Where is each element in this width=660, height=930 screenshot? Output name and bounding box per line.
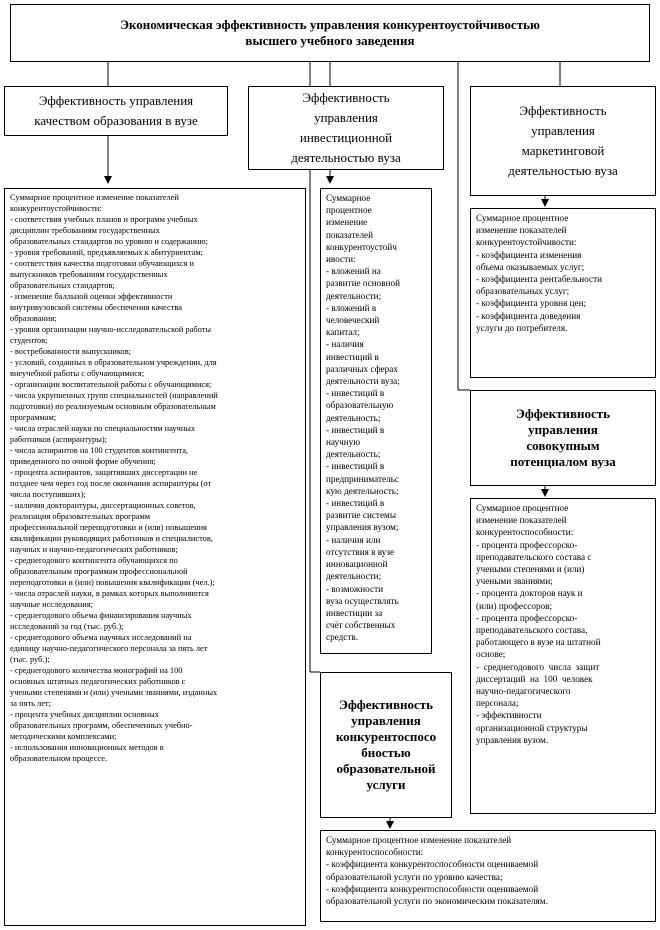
list-line: - возможности bbox=[326, 583, 383, 594]
list-line: научную bbox=[326, 437, 361, 448]
investment-management-header bbox=[248, 86, 444, 170]
list-line: конкурентоустойчивости: bbox=[476, 237, 577, 248]
list-line: научно-педагогического bbox=[476, 686, 571, 697]
list-line: Суммарное процентное изменение показателей bbox=[10, 193, 179, 202]
list-line: различных сферах bbox=[326, 363, 398, 374]
list-line: - инвестиций в bbox=[326, 424, 385, 435]
list-line: за пять лет; bbox=[10, 699, 51, 708]
list-line: преподавательского состава с bbox=[476, 551, 592, 562]
header-line: деятельностью вуза bbox=[508, 163, 618, 178]
list-line: организационной структуры bbox=[476, 722, 588, 733]
list-line: персонала; bbox=[476, 698, 519, 709]
list-line: работающего в вузе на штатной bbox=[476, 637, 601, 648]
list-line: - коэффициента изменения bbox=[476, 249, 582, 260]
list-line: - среднегодового количества монографий на 100 bbox=[10, 666, 183, 675]
list-line: образовательных услуг; bbox=[476, 286, 570, 297]
list-line: методическими комплексами; bbox=[10, 732, 117, 741]
list-line: управления вузом; bbox=[326, 522, 399, 533]
header-line: управления bbox=[314, 110, 378, 125]
list-line: исследований за год (тыс. руб.); bbox=[10, 622, 124, 631]
list-line: - наличия докторантуры, диссертационных советов, bbox=[10, 501, 196, 510]
quality-management-header bbox=[4, 86, 228, 136]
list-line: предпринимательс bbox=[326, 473, 399, 484]
list-line: числа поступивших); bbox=[10, 490, 86, 499]
header-line: инвестиционной bbox=[299, 130, 393, 145]
list-line: приведенного по очной форме обучения; bbox=[10, 457, 156, 466]
marketing-indicators-list bbox=[470, 208, 656, 378]
list-line: конкурентоспособности: bbox=[326, 847, 424, 858]
header-line: Эффективность bbox=[519, 103, 607, 118]
list-line: услуги до потребителя. bbox=[476, 322, 568, 333]
list-line: инвестиции за bbox=[326, 607, 383, 618]
list-line: - вложений в bbox=[326, 302, 377, 313]
list-line: капитал; bbox=[326, 327, 360, 338]
list-line: изменение bbox=[326, 217, 368, 228]
list-line: - соответствия учебных планов и программ учебных bbox=[10, 215, 198, 224]
list-line: - инвестиций в bbox=[326, 461, 385, 472]
list-line: - эффективности bbox=[476, 710, 542, 721]
list-line: образовательных программ, обеспеченных учебно- bbox=[10, 721, 193, 730]
list-line: - числа аспирантов на 100 студентов контингента, bbox=[10, 446, 189, 455]
list-line: средств. bbox=[326, 632, 359, 643]
list-line: ивости: bbox=[326, 254, 356, 265]
list-line: переподготовки и (или) повышения квалификации (чел.); bbox=[10, 578, 215, 587]
list-line: (тыс. руб.); bbox=[10, 655, 50, 664]
title-line-2: высшего учебного заведения bbox=[245, 33, 415, 48]
list-line: программам; bbox=[10, 413, 57, 422]
list-line: диссертаций на 100 человек bbox=[476, 673, 593, 684]
list-line: Суммарное процентное изменение показателей bbox=[326, 835, 512, 845]
header-line: Эффективность bbox=[339, 697, 433, 712]
list-line: научных и научно-педагогических работников; bbox=[10, 545, 178, 554]
list-line: - вложений на bbox=[326, 266, 381, 277]
list-line: - инвестиций в bbox=[326, 498, 385, 509]
list-line: образовательной услуги по экономическим показателям. bbox=[326, 896, 548, 907]
list-line: отсутствия в вузе bbox=[326, 546, 395, 557]
list-line: единицу научно-педагогического персонала за пять лет bbox=[10, 644, 208, 653]
header-line: совокупным bbox=[526, 438, 600, 453]
header-line: управления bbox=[531, 123, 595, 138]
potential-management-header bbox=[470, 390, 656, 486]
header-line: потенциалом вуза bbox=[510, 454, 616, 469]
list-line: студентов; bbox=[10, 336, 48, 345]
list-line: - уровня организации научно-исследовательской работы bbox=[10, 325, 212, 334]
header-line: управления bbox=[528, 422, 598, 437]
list-line: - среднегодового числа защит bbox=[476, 661, 600, 672]
title-line-1: Экономическая эффективность управления конкурентоустойчивостью bbox=[120, 17, 540, 32]
list-line: - использования инновационных методов в bbox=[10, 743, 164, 752]
list-line: преподавательского состава, bbox=[476, 625, 588, 636]
list-line: процентное bbox=[326, 205, 372, 216]
list-line: инвестиций в bbox=[326, 351, 379, 362]
header-line: услуги bbox=[366, 777, 406, 792]
list-line: инновационной bbox=[326, 559, 388, 570]
list-line: счёт собственных bbox=[326, 620, 396, 631]
list-line: конкурентоустойч bbox=[326, 241, 397, 252]
list-line: кую деятельность; bbox=[326, 485, 399, 496]
list-line: внеучебной работы с обучающимися; bbox=[10, 369, 145, 378]
list-line: Суммарное bbox=[326, 193, 371, 203]
header-line: управления bbox=[351, 713, 421, 728]
header-line: маркетинговой bbox=[521, 143, 605, 158]
list-line: - коэффициента уровня цен; bbox=[476, 298, 587, 309]
list-line: развитие системы bbox=[326, 510, 397, 521]
list-line: человеческий bbox=[326, 315, 380, 326]
header-line: деятельностью вуза bbox=[291, 150, 401, 165]
list-line: управления вузом. bbox=[476, 734, 549, 745]
list-line: объема оказываемых услуг; bbox=[476, 261, 585, 272]
list-line: - коэффициента доведения bbox=[476, 310, 581, 321]
header-line: Эффективность bbox=[302, 90, 390, 105]
list-line: - наличия или bbox=[326, 534, 381, 545]
list-line: - коэффициента конкурентоспособности оцениваемой bbox=[326, 883, 539, 894]
list-line: основе; bbox=[476, 649, 506, 660]
list-line: развитие основной bbox=[326, 278, 401, 289]
list-line: реализация образовательных программ bbox=[10, 512, 151, 521]
header-line: образовательной bbox=[336, 761, 436, 776]
list-line: - востребованности выпускников; bbox=[10, 347, 131, 356]
list-line: образовательных стандартов по уровню и содержанию; bbox=[10, 237, 208, 246]
list-line: научные исследования; bbox=[10, 600, 93, 609]
list-line: - числа укрупненных групп специальностей (направлений bbox=[10, 391, 218, 400]
list-line: - соответствия качества подготовки обучающихся и bbox=[10, 259, 195, 268]
list-line: внутривузовской системы обеспечения качества bbox=[10, 303, 182, 312]
list-line: Суммарное процентное bbox=[476, 503, 569, 513]
list-line: показателей bbox=[326, 229, 374, 240]
list-line: подготовки) по реализуемым основным образовательным bbox=[10, 402, 216, 411]
list-line: - среднегодового контингента обучающихся по bbox=[10, 556, 178, 565]
list-line: профессиональной переподготовки и (или) повышения bbox=[10, 523, 207, 532]
list-line: - числа отраслей науки по специальностям научных bbox=[10, 424, 196, 433]
header-line: Эффективность bbox=[516, 406, 610, 421]
list-line: образовательных стандартов; bbox=[10, 281, 115, 290]
list-line: основных штатных педагогических работников с bbox=[10, 677, 186, 686]
list-line: вуза осуществлять bbox=[326, 595, 399, 606]
list-line: - условий, созданных в образовательном учреждении, для bbox=[10, 358, 217, 367]
list-line: - наличия bbox=[326, 339, 364, 350]
list-line: деятельности; bbox=[326, 290, 382, 301]
list-line: изменение показателей bbox=[476, 225, 567, 236]
list-line: учеными званиями; bbox=[476, 576, 553, 587]
list-line: Суммарное процентное bbox=[476, 213, 569, 223]
list-line: образовательную bbox=[326, 400, 394, 411]
list-line: - коэффициента рентабельности bbox=[476, 274, 602, 285]
header-line: конкурентоспосо bbox=[335, 729, 437, 744]
list-line: изменение показателей bbox=[476, 515, 567, 526]
list-line: - числа отраслей науки, в рамках которых выполняются bbox=[10, 589, 209, 598]
header-line: Эффективность управления bbox=[38, 93, 194, 108]
list-line: деятельности; bbox=[326, 571, 382, 582]
list-line: - процента профессорско- bbox=[476, 539, 578, 550]
list-line: учеными степенями и (или) учеными званиями, изданных bbox=[10, 688, 218, 697]
title-box bbox=[10, 4, 650, 62]
list-line: образовательной услуги по уровню качества; bbox=[326, 871, 503, 882]
list-line: учеными степенями и (или) bbox=[476, 564, 585, 575]
list-line: - среднегодового объема финансирования научных bbox=[10, 611, 192, 620]
list-line: деятельность; bbox=[326, 412, 381, 423]
list-line: образования; bbox=[10, 314, 57, 323]
list-line: образовательным программам профессиональной bbox=[10, 567, 188, 576]
list-line: квалификации руководящих работников и специалистов, bbox=[10, 534, 213, 543]
investment-indicators-list bbox=[320, 188, 432, 654]
header-line: качеством образования в вузе bbox=[34, 113, 198, 128]
list-line: - изменение балльной оценки эффективности bbox=[10, 292, 173, 301]
list-line: - процента профессорско- bbox=[476, 612, 578, 623]
list-line: деятельность; bbox=[326, 449, 381, 460]
list-line: - коэффициента конкурентоспособности оцениваемой bbox=[326, 859, 539, 870]
list-line: конкурентоустойчивости: bbox=[10, 204, 102, 213]
quality-indicators-list bbox=[4, 188, 306, 926]
list-line: - процента аспирантов, защитивших диссертации не bbox=[10, 468, 198, 477]
list-line: деятельности вуза; bbox=[326, 376, 400, 387]
competitiveness-indicators-list bbox=[320, 830, 656, 922]
list-line: работников (аспирантуры); bbox=[10, 435, 107, 444]
list-line: образовательном процессе. bbox=[10, 754, 108, 763]
marketing-management-header bbox=[470, 86, 656, 196]
list-line: - организации воспитательной работы с обучающимися; bbox=[10, 380, 212, 389]
list-line: - уровня требований, предъявляемых к абитуриентам; bbox=[10, 248, 203, 257]
list-line: - процента учебных дисциплин основных bbox=[10, 710, 159, 719]
list-line: - инвестиций в bbox=[326, 388, 385, 399]
list-line: - среднегодового объема научных исследований на bbox=[10, 633, 192, 642]
list-line: (или) профессоров; bbox=[476, 600, 553, 611]
list-line: дисциплин требованиям государственных bbox=[10, 226, 160, 235]
list-line: позднее чем через год после окончания аспирантуры (от bbox=[10, 479, 212, 488]
list-line: выпускников требованиям государственных bbox=[10, 270, 168, 279]
potential-indicators-list bbox=[470, 498, 656, 814]
list-line: конкурентоспособности: bbox=[476, 527, 574, 538]
competitiveness-management-header bbox=[320, 672, 452, 818]
list-line: - процента докторов наук и bbox=[476, 588, 583, 599]
header-line: бностью bbox=[361, 745, 411, 760]
